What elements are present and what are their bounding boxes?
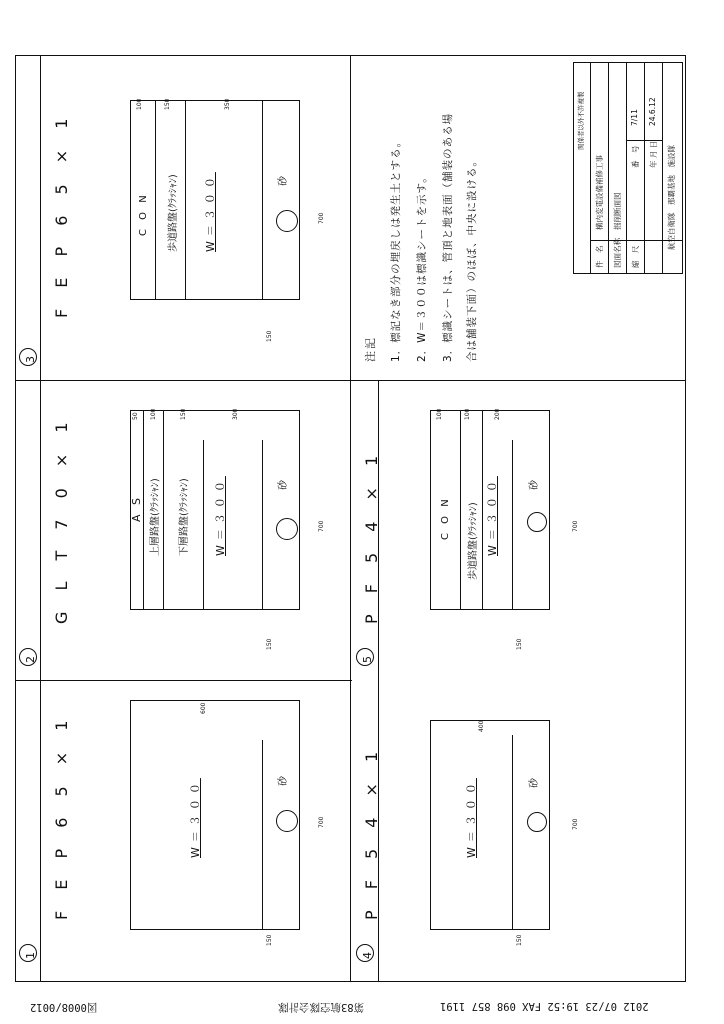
dim-bottom-3: 150: [266, 330, 273, 342]
layer-line-3a: [155, 100, 156, 300]
base-label-3: 歩道路盤(ｸﾗｯｼｬﾝ): [168, 174, 179, 252]
tb-col-4: [644, 62, 645, 274]
title-strip-line: [350, 380, 351, 680]
lower-base-label-2: 下層路盤(ｸﾗｯｼｬﾝ): [179, 478, 190, 556]
layer-line-3b: [185, 100, 186, 300]
sand-label-5: 砂: [529, 480, 540, 490]
dim-top-2b: 100: [150, 408, 157, 420]
w-label-2: W＝３００: [214, 476, 227, 556]
fax-footer-left: 2012 07/23 19:52 FAX 098 857 1191: [440, 1000, 649, 1012]
sand-label-1: 砂: [278, 776, 289, 786]
cable-pipe-3: [276, 210, 298, 232]
stamp-text: 関係者以外不許複製: [577, 91, 585, 150]
layer-line-5a: [460, 410, 461, 610]
tb-col-5: [662, 62, 663, 274]
drawing-label: 図面名称: [613, 238, 622, 268]
upper-base-label-2: 上層路盤(ｸﾗｯｼｬﾝ): [150, 478, 161, 556]
dim-bottom-5: 150: [516, 638, 523, 650]
panel-title-4: P F 5 4 × 1: [362, 743, 381, 920]
dim-top-2d: 300: [232, 408, 239, 420]
con-label-3: C O N: [138, 192, 149, 236]
layer-line-2c: [203, 440, 204, 610]
w-label-5: W＝３００: [486, 476, 499, 556]
dim-bottom-2: 150: [266, 638, 273, 650]
tb-col-2: [608, 62, 609, 274]
layer-line-5b: [482, 410, 483, 610]
sand-line-5: [512, 440, 513, 610]
notes-heading: 注記: [364, 336, 377, 362]
date-label: 年 月 日: [649, 140, 658, 168]
fax-footer-right: 図0008/0012: [30, 1001, 98, 1013]
w-label-1: W＝３００: [189, 778, 202, 858]
panel-number-4-text: 4: [361, 952, 374, 959]
note-2: 2．W＝３００は標識シートを示す。: [416, 171, 428, 362]
dim-top-5c: 200: [494, 408, 501, 420]
dim-top-5b: 100: [464, 408, 471, 420]
dim-side-1: 700: [318, 816, 325, 828]
date-value: 24.6.12: [648, 97, 657, 126]
project-label: 件 名: [595, 245, 604, 268]
sand-line-1: [262, 740, 263, 930]
panel-number-5-text: 5: [361, 656, 374, 663]
dim-side-5: 700: [572, 520, 579, 532]
note-4: 合は舗装下面）のほぼ、中央に設ける。: [466, 155, 478, 362]
panel-number-3-text: 3: [24, 356, 37, 363]
dim-top-5a: 100: [436, 408, 443, 420]
w-label-3: W＝３００: [204, 172, 217, 252]
dim-top-2a: 50: [132, 412, 139, 420]
number-label: 番 号: [631, 145, 640, 168]
w-label-4: W＝３００: [465, 778, 478, 858]
note-1: 1．標記なき部分の埋戻しは発生土とする。: [390, 135, 402, 362]
tb-col-1: [590, 62, 591, 274]
dim-top-3c: 350: [224, 98, 231, 110]
number-value: 7/11: [630, 109, 639, 126]
dim-bottom-1: 150: [266, 934, 273, 946]
dim-side-3: 700: [318, 212, 325, 224]
organization: 航空自衛隊 那覇基地 施設隊: [667, 145, 676, 250]
dim-top-4: 400: [478, 720, 485, 732]
fax-footer-middle: 第83航空隊会計隊: [278, 1001, 365, 1013]
trench-1: [130, 700, 300, 930]
sand-label-3: 砂: [278, 176, 289, 186]
row-divider-2: [15, 680, 352, 681]
panel-number-2-text: 2: [24, 656, 37, 663]
drawing-value: 掘削断面図: [613, 192, 622, 230]
con-label-5: C O N: [440, 496, 451, 540]
scale-label: 縮 尺: [631, 245, 640, 268]
cable-pipe-1: [276, 810, 298, 832]
cable-pipe-2: [276, 518, 298, 540]
dim-top-3a: 100: [136, 98, 143, 110]
dim-top-1: 600: [200, 702, 207, 714]
layer-line-2a: [143, 410, 144, 610]
sand-line-3: [262, 100, 263, 300]
base-label-5: 歩道路盤(ｸﾗｯｼｬﾝ): [468, 502, 479, 580]
sand-line-4: [512, 735, 513, 930]
panel-title-2: G L T 7 0 × 1: [52, 414, 71, 624]
dim-side-2: 700: [318, 520, 325, 532]
dim-bottom-4: 150: [516, 934, 523, 946]
panel-title-3: F E P 6 5 × 1: [52, 110, 71, 318]
dim-top-2c: 150: [180, 408, 187, 420]
dim-top-3b: 150: [164, 98, 171, 110]
layer-line-2b: [163, 410, 164, 610]
cable-pipe-4: [527, 812, 547, 832]
panel-number-1-text: 1: [24, 952, 37, 959]
note-3: 3．標識シートは、管頂と地表面（舗装のある場: [442, 112, 454, 362]
as-label-2: A S: [130, 494, 143, 522]
sand-line-2: [262, 440, 263, 610]
sand-label-2: 砂: [278, 480, 289, 490]
panel-title-5: P F 5 4 × 1: [362, 447, 381, 624]
sand-label-4: 砂: [529, 778, 540, 788]
tb-col-3: [626, 62, 627, 274]
panel-title-1: F E P 6 5 × 1: [52, 712, 71, 920]
title-strip-divider: [40, 55, 41, 982]
cable-pipe-5: [527, 512, 547, 532]
project-value: 構内変電設備補修工事: [595, 155, 604, 230]
dim-side-4: 700: [572, 818, 579, 830]
